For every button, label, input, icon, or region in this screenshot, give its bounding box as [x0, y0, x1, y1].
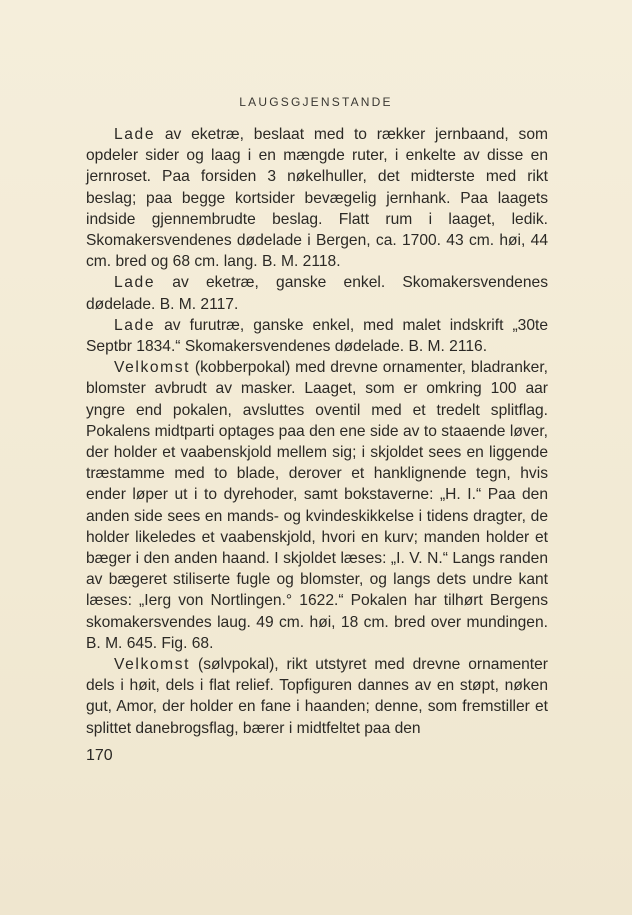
- entry-keyword: Lade: [114, 274, 156, 292]
- entry-lade-3: [86, 315, 548, 357]
- entry-keyword: Velkomst: [114, 359, 191, 377]
- entry-text: av eketræ, beslaat med to rækker jernbaand, som opdeler sider og laag i en mængde ruter, i enkelte av disse en jernroset. Paa forsiden 3 nøkelhuller, det midterste med rikt beslag; paa begge kortsider bevægelig jernhank. Paa laagets indside gjennembrudte beslag. Flatt rum i laaget, ledik. Skomakersvendenes dødelade i Bergen, ca. 1700. 43 cm. høi, 44 cm. bred og 68 cm. lang. B. M. 2118.: [86, 126, 548, 271]
- entry-text: av furutræ, ganske enkel, med malet indskrift „30te Septbr 1834.“ Skomakersvendenes dødelade. B. M. 2116.: [86, 316, 548, 356]
- entry-lade-1: [86, 124, 548, 272]
- entry-keyword: Velkomst: [114, 656, 191, 674]
- body-text: [86, 124, 548, 739]
- entry-velkomst-1: [86, 357, 548, 654]
- entry-velkomst-2: [86, 654, 548, 739]
- page-number: 170: [86, 747, 113, 764]
- entry-lade-2: [86, 272, 548, 314]
- entry-text: (sølvpokal), rikt utstyret med drevne ornamenter dels i høit, dels i flat relief. Topfiguren dannes av en støpt, nøken gut, Amor, der holder en fane i haanden; denne, som fremstiller et splittet danebrogsflag, bærer i midtfeltet paa den: [86, 656, 548, 737]
- running-head: LAUGSGJENSTANDE: [239, 95, 393, 109]
- entry-text: av eketræ, ganske enkel. Skomakersvendenes dødelade. B. M. 2117.: [86, 274, 548, 313]
- entry-keyword: Lade: [114, 316, 156, 334]
- entry-text: (kobberpokal) med drevne ornamenter, bladranker, blomster avbrudt av masker. Laaget, som er omkring 100 aar yngre end pokalen, avsluttes oventil med et tredelt splitflag. Pokalens midtparti optages paa den ene side av to staaende løver, der holder et vaabenskjold mellem sig; i skjoldet sees en liggende træstamme med to blade, derover et hanklignende tegn, hvis ender løper ut i to dyrehoder, samt bokstaverne: „H. I.“ Paa den anden side sees en mands- og kvindeskikkelse i tidens dragter, de holder likeledes et vaabenskjold, hvori en kurv; manden holder et bæger i den anden haand. I skjoldet læses: „I. V. N.“ Langs randen av bægeret stiliserte fugle og blomster, og langs dets undre kant læses: „Ierg von Nortlingen.° 1622.“ Pokalen har tilhørt Bergens skomakersvendes laug. 49 cm. høi, 18 cm. bred over mundingen. B. M. 645. Fig. 68.: [86, 359, 548, 652]
- entry-keyword: Lade: [114, 126, 156, 143]
